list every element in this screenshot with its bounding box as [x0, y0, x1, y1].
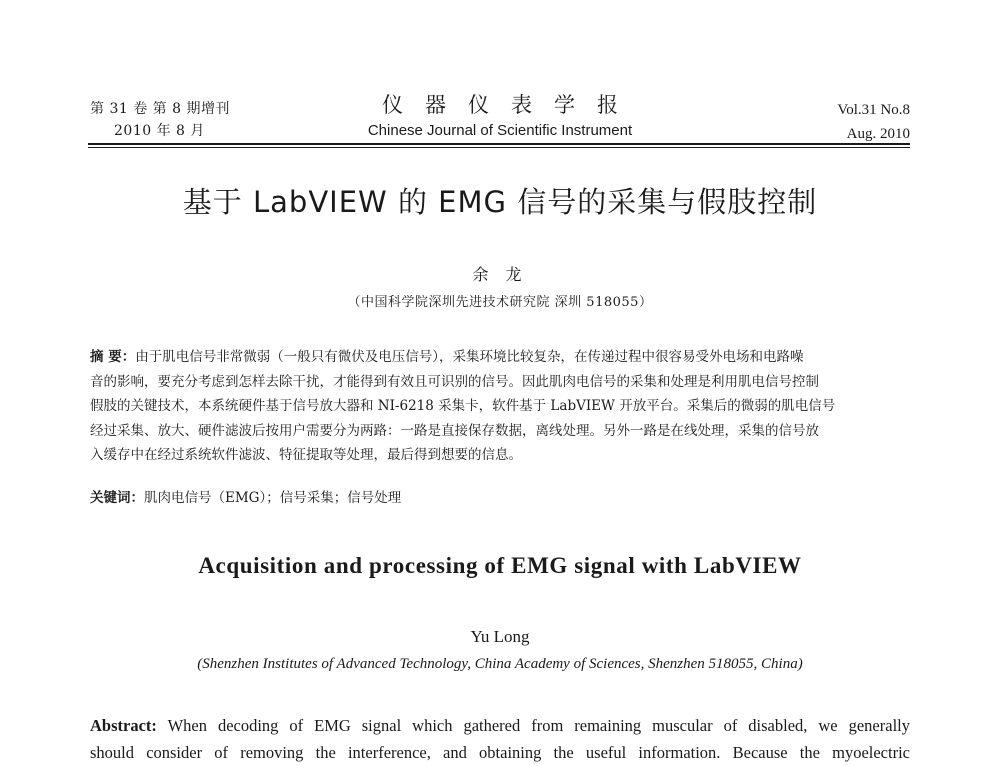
abstract-en-label: Abstract:: [90, 716, 157, 735]
abstract-cn-label: 摘 要：: [90, 349, 136, 365]
abstract-cn-line: 音的影响，要充分考虑到怎样去除干扰，才能得到有效且可识别的信号。因此肌肉电信号的采集和处理是利用肌电信号控制: [90, 373, 819, 390]
keywords-cn: [90, 487, 910, 509]
abstract-cn: [90, 345, 910, 468]
abstract-en-line: should consider of removing the interference, and obtaining the useful information. Because the myoelectric: [90, 743, 910, 762]
header-rule: [88, 143, 910, 145]
abstract-cn-line: 摘 要：由于肌电信号非常微弱（一般只有微伏及电压信号），采集环境比较复杂，在传递过程中很容易受外电场和电路噪: [90, 349, 804, 365]
author-cn: 余 龙: [472, 265, 528, 284]
abstract-cn-line: 入缓存中在经过系统软件滤波、特征提取等处理，最后得到想要的信息。: [90, 447, 522, 464]
author-en: Yu Long: [470, 627, 530, 646]
volume-info: [90, 98, 300, 142]
publication-date-en: Aug. 2010: [846, 126, 910, 142]
abstract-en: [90, 712, 910, 766]
volume-number-en: Vol.31 No.8: [837, 102, 910, 118]
journal-name-en: Chinese Journal of Scientific Instrument: [367, 122, 633, 139]
journal-name: [330, 92, 670, 142]
abstract-en-line: Abstract: When decoding of EMG signal which gathered from remaining muscular of disabled, we generally: [90, 716, 910, 735]
affiliation-cn: （中国科学院深圳先进技术研究院 深圳 518055）: [347, 295, 653, 310]
volume-info-en: [750, 98, 910, 146]
abstract-cn-line: 假肢的关键技术，本系统硬件基于信号放大器和 NI-6218 采集卡，软件基于 LabVIEW 开放平台。采集后的微弱的肌电信号: [90, 398, 836, 415]
abstract-cn-line: 经过采集、放大、硬件滤波后按用户需要分为两路：一路是直接保存数据，离线处理。另外一路是在线处理，采集的信号放: [90, 422, 819, 439]
keywords-cn-text: 肌肉电信号（EMG）；信号采集；信号处理: [144, 490, 402, 506]
journal-name-cn: 仪器仪表学报: [382, 93, 640, 117]
paper-title-cn: 基于 LabVIEW 的 EMG 信号的采集与假肢控制: [182, 185, 818, 219]
header-rule-thin: [88, 147, 910, 148]
publication-date-cn: 2010 年 8 月: [114, 123, 205, 139]
volume-issue: 第 31 卷 第 8 期增刊: [90, 101, 230, 117]
keywords-cn-label: 关键词：: [90, 490, 144, 506]
affiliation-en: (Shenzhen Institutes of Advanced Technology, China Academy of Sciences, Shenzhen 518055, China): [197, 656, 803, 672]
paper-title-en: Acquisition and processing of EMG signal with LabVIEW: [198, 553, 802, 578]
